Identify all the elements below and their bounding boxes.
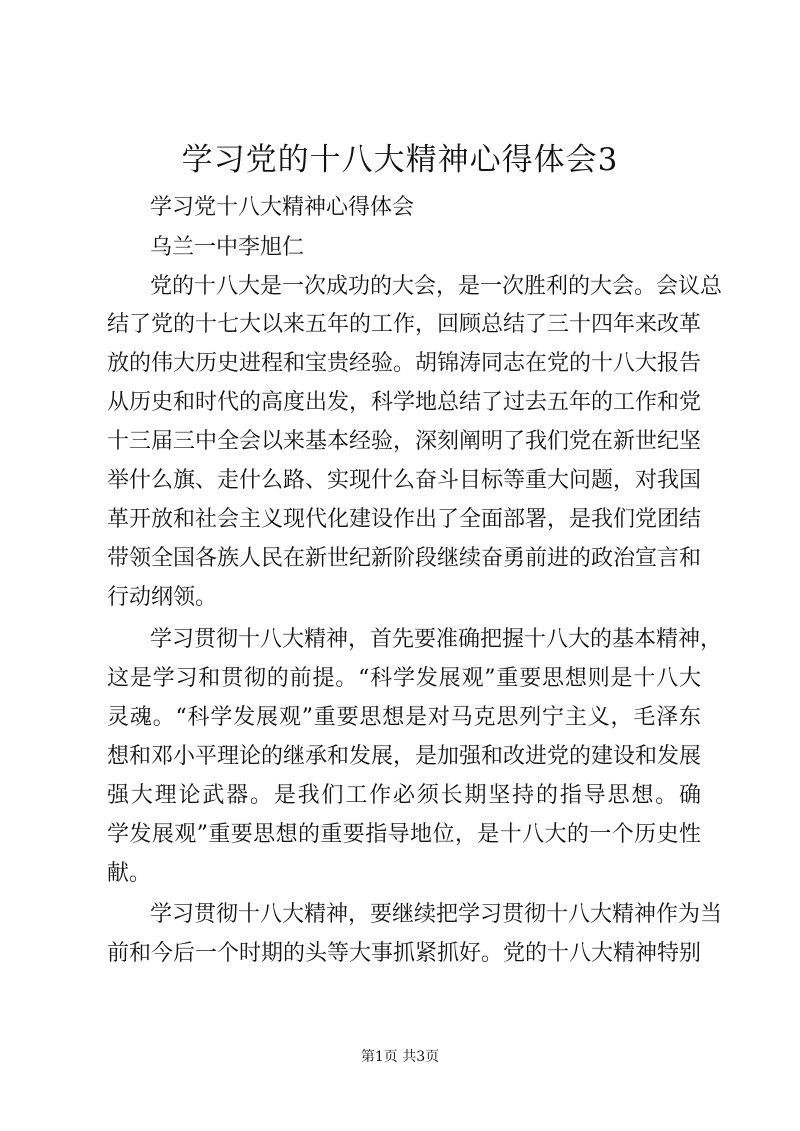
- paragraph-line: 灵魂。“科学发展观”重要思想是对马克思列宁主义，毛泽东: [107, 705, 701, 730]
- paragraph-line: 结了党的十七大以来五年的工作，回顾总结了三十四年来改革: [107, 312, 701, 337]
- paragraph-line: 从历史和时代的高度出发，科学地总结了过去五年的工作和党: [107, 390, 701, 415]
- paragraph-line: 革开放和社会主义现代化建设作出了全面部署，是我们党团结: [107, 507, 701, 532]
- paragraph-line: 想和邓小平理论的继承和发展，是加强和改进党的建设和发展: [107, 744, 701, 769]
- paragraph-line: 强大理论武器。是我们工作必须长期坚持的指导思想。确: [107, 783, 701, 808]
- paragraph-line: 十三届三中全会以来基本经验，深刻阐明了我们党在新世纪坚: [107, 429, 701, 454]
- paragraph-line: 献。: [107, 861, 152, 886]
- paragraph-line: 放的伟大历史进程和宝贵经验。胡锦涛同志在党的十八大报告: [107, 351, 701, 376]
- paragraph-line: 党的十八大是一次成功的大会，是一次胜利的大会。会议总: [150, 274, 723, 299]
- paragraph-line: 学习贯彻十八大精神，要继续把学习贯彻十八大精神作为当: [150, 902, 723, 927]
- paragraph-line: 举什么旗、走什么路、实现什么奋斗目标等重大问题，对我国: [107, 468, 701, 493]
- paragraph-line: 行动纲领。: [107, 585, 218, 610]
- paragraph-line: 这是学习和贯彻的前提。“科学发展观”重要思想则是十八大: [107, 666, 701, 691]
- document-author: 乌兰一中李旭仁: [150, 235, 305, 260]
- document-subtitle: 学习党十八大精神心得体会: [150, 195, 415, 220]
- page-number-footer: 第1页 共3页: [360, 1049, 440, 1065]
- document-title: 学习党的十八大精神心得体会3: [181, 142, 619, 178]
- paragraph-line: 前和今后一个时期的头等大事抓紧抓好。党的十八大精神特别: [107, 941, 701, 966]
- paragraph-line: 学习贯彻十八大精神，首先要准确把握十八大的基本精神，: [150, 627, 723, 652]
- paragraph-line: 带领全国各族人民在新世纪新阶段继续奋勇前进的政治宣言和: [107, 546, 701, 571]
- paragraph-line: 学发展观”重要思想的重要指导地位，是十八大的一个历史性: [107, 822, 701, 847]
